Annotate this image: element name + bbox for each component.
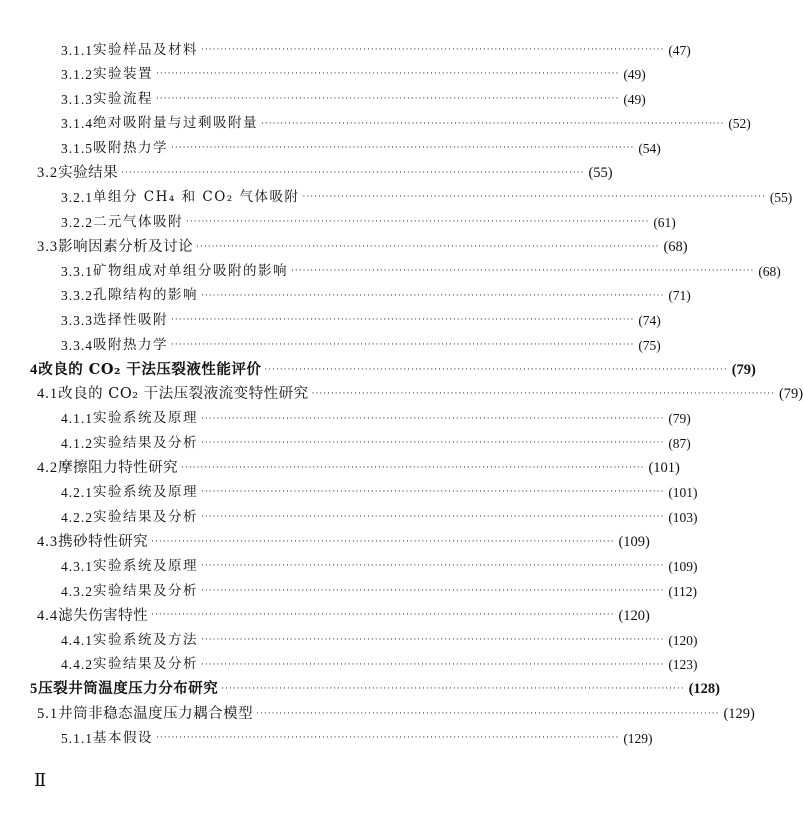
toc-entry[interactable] [0, 284, 691, 309]
dot-leader: ························································································································ [171, 143, 635, 154]
page-number: Ⅱ [34, 770, 47, 790]
dot-leader: ························································································································ [201, 635, 665, 646]
toc-entry-title: 二元气体吸附 [93, 213, 183, 230]
toc-entry-title: 影响因素分析及讨论 [58, 238, 194, 255]
toc-entry-number: 4.3.2 [61, 583, 93, 599]
dot-leader: ························································································································ [156, 69, 620, 80]
toc-entry-title: 携砂特性研究 [58, 533, 149, 550]
toc-entry-number: 4.3 [37, 533, 59, 550]
dot-leader: ························································································································ [201, 290, 665, 301]
toc-entry-number: 4 [30, 361, 39, 378]
toc-entry-number: 3.1.2 [61, 67, 93, 83]
toc-entry-title: 改良的 CO₂ 干法压裂液流变特性研究 [58, 386, 309, 403]
toc-entry-page: (109) [668, 559, 698, 575]
dot-leader: ························································································································ [302, 192, 766, 203]
toc-entry-page: (74) [638, 313, 661, 329]
toc-entry[interactable] [0, 161, 613, 186]
toc-entry-number: 4.2.1 [61, 485, 93, 501]
dot-leader: ························································································································ [201, 512, 665, 523]
toc-entry-number: 5.1 [37, 706, 59, 723]
toc-entry-page: (68) [663, 238, 688, 255]
toc-entry-title: 实验系统及方法 [93, 631, 198, 648]
toc-entry[interactable] [0, 235, 688, 260]
toc-entry-title: 绝对吸附量与过剩吸附量 [93, 115, 258, 132]
toc-entry-number: 4.4 [37, 607, 59, 624]
toc-entry-number: 3.1.3 [61, 91, 93, 107]
toc-entry-number: 3.1.5 [61, 140, 93, 156]
toc-entry-title: 单组分 CH₄ 和 CO₂ 气体吸附 [93, 189, 300, 206]
toc-entry-number: 3.3 [37, 238, 59, 255]
toc-entry-page: (79) [731, 361, 756, 378]
toc-entry-number: 4.4.2 [61, 657, 93, 673]
toc-entry-page: (75) [638, 337, 661, 353]
dot-leader: ························································································································ [201, 659, 665, 670]
toc-entry[interactable] [0, 628, 698, 653]
toc-entry-title: 压裂井筒温度压力分布研究 [38, 680, 219, 698]
toc-entry-title: 改良的 CO₂ 干法压裂液性能评价 [38, 360, 262, 378]
toc-entry-page: (49) [623, 91, 646, 107]
toc-entry[interactable] [0, 505, 698, 530]
toc-entry-page: (123) [668, 657, 698, 673]
toc-entry[interactable] [0, 38, 691, 63]
dot-leader: ························································································································ [151, 536, 615, 547]
toc-entry[interactable] [0, 702, 755, 727]
toc-entry-title: 实验系统及原理 [93, 484, 198, 501]
toc-entry-number: 3.3.4 [61, 337, 93, 353]
toc-entry[interactable] [0, 63, 646, 88]
toc-entry-title: 实验装置 [93, 66, 153, 83]
dot-leader: ························································································································ [196, 241, 660, 252]
toc-entry-number: 4.1.2 [61, 436, 93, 452]
dot-leader: ························································································································ [156, 733, 620, 744]
toc-entry[interactable] [0, 653, 698, 678]
dot-leader: ························································································································ [201, 44, 665, 55]
toc-entry-number: 5.1.1 [61, 731, 93, 747]
toc-entry-title: 实验结果及分析 [93, 508, 198, 525]
toc-entry-title: 选择性吸附 [93, 312, 168, 329]
dot-leader: ························································································································ [291, 266, 755, 277]
toc-entry-title: 实验结果 [58, 165, 119, 182]
dot-leader: ························································································································ [171, 339, 635, 350]
dot-leader: ························································································································ [201, 438, 665, 449]
toc-entry-title: 井筒非稳态温度压力耦合模型 [58, 706, 254, 723]
toc-entry-title: 实验结果及分析 [93, 656, 198, 673]
toc-entry[interactable] [0, 579, 698, 604]
dot-leader: ························································································································ [201, 585, 665, 596]
toc-entry[interactable] [0, 677, 720, 702]
toc-entry-title: 实验样品及材料 [93, 41, 198, 58]
toc-entry-page: (61) [653, 214, 676, 230]
dot-leader: ························································································································ [221, 684, 685, 695]
toc-entry-title: 滤失伤害特性 [58, 607, 149, 624]
toc-entry[interactable] [0, 407, 691, 432]
toc-entry-number: 3.2.2 [61, 214, 93, 230]
toc-entry-page: (109) [618, 533, 650, 550]
toc-entry[interactable] [0, 481, 698, 506]
toc-entry[interactable] [0, 432, 691, 457]
dot-leader: ························································································································ [256, 708, 720, 719]
toc-entry-title: 实验结果及分析 [93, 582, 198, 599]
toc-entry-number: 3.1.1 [61, 42, 93, 58]
toc-entry-page: (101) [648, 460, 680, 477]
dot-leader: ························································································································ [151, 610, 615, 621]
toc-entry[interactable] [0, 210, 676, 235]
toc-entry-title: 实验系统及原理 [93, 558, 198, 575]
toc-entry-title: 吸附热力学 [93, 336, 168, 353]
toc-entry[interactable] [0, 604, 650, 629]
toc-entry-number: 3.2 [37, 165, 59, 182]
toc-entry-title: 实验流程 [93, 90, 153, 107]
table-of-contents [0, 38, 803, 751]
toc-entry-number: 3.1.4 [61, 116, 93, 132]
toc-entry-page: (120) [668, 632, 698, 648]
dot-leader: ························································································································ [121, 167, 585, 178]
toc-entry-number: 4.1.1 [61, 411, 93, 427]
toc-entry-page: (103) [668, 509, 698, 525]
toc-entry-title: 矿物组成对单组分吸附的影响 [93, 262, 288, 279]
toc-entry-number: 4.2 [37, 460, 59, 477]
toc-entry[interactable] [0, 136, 661, 161]
toc-entry[interactable] [0, 530, 650, 555]
toc-entry-page: (54) [638, 140, 661, 156]
toc-entry[interactable] [0, 382, 803, 407]
toc-entry-page: (129) [623, 731, 653, 747]
toc-entry-title: 孔隙结构的影响 [93, 287, 198, 304]
dot-leader: ························································································································ [261, 118, 725, 129]
toc-entry-page: (55) [769, 190, 793, 206]
toc-entry[interactable] [0, 358, 756, 383]
toc-entry[interactable] [0, 727, 653, 752]
toc-entry-page: (49) [623, 67, 646, 83]
toc-entry[interactable] [0, 112, 751, 137]
toc-entry[interactable] [0, 554, 698, 579]
dot-leader: ························································································································ [171, 315, 635, 326]
toc-entry-page: (79) [778, 386, 803, 403]
toc-entry-page: (87) [668, 436, 691, 452]
dot-leader: ························································································································ [201, 413, 665, 424]
toc-entry-number: 3.2.1 [61, 190, 93, 206]
toc-entry-number: 4.4.1 [61, 632, 93, 648]
toc-entry[interactable] [0, 309, 661, 334]
toc-entry-number: 3.3.1 [61, 263, 93, 279]
dot-leader: ························································································································ [264, 364, 728, 375]
toc-entry-number: 4.3.1 [61, 559, 93, 575]
dot-leader: ························································································································ [186, 216, 650, 227]
toc-entry-page: (55) [588, 165, 613, 182]
toc-entry-title: 吸附热力学 [93, 139, 168, 156]
dot-leader: ························································································································ [156, 93, 620, 104]
toc-entry[interactable] [0, 87, 646, 112]
dot-leader: ························································································································ [311, 389, 775, 400]
toc-entry-page: (47) [668, 42, 691, 58]
toc-entry-page: (129) [723, 706, 755, 723]
toc-entry-number: 3.3.2 [61, 288, 93, 304]
dot-leader: ························································································································ [201, 487, 665, 498]
toc-entry-page: (112) [668, 583, 698, 599]
toc-entry-number: 3.3.3 [61, 313, 93, 329]
toc-entry[interactable] [0, 333, 661, 358]
dot-leader: ························································································································ [201, 561, 665, 572]
toc-entry-title: 实验结果及分析 [93, 435, 198, 452]
toc-entry-page: (52) [728, 116, 751, 132]
toc-entry-number: 4.2.2 [61, 509, 93, 525]
toc-entry-title: 摩擦阻力特性研究 [58, 460, 179, 477]
toc-entry-page: (128) [688, 681, 720, 698]
toc-entry-page: (68) [758, 263, 781, 279]
toc-entry-title: 基本假设 [93, 730, 153, 747]
toc-entry-title: 实验系统及原理 [93, 410, 198, 427]
toc-entry-page: (71) [668, 288, 691, 304]
toc-entry[interactable] [0, 259, 781, 284]
toc-entry-page: (120) [618, 607, 650, 624]
toc-entry-page: (101) [668, 485, 698, 501]
toc-entry[interactable] [0, 456, 680, 481]
toc-entry-number: 4.1 [37, 386, 59, 403]
dot-leader: ························································································································ [181, 462, 645, 473]
toc-entry-page: (79) [668, 411, 691, 427]
toc-entry-number: 5 [30, 681, 39, 698]
toc-entry[interactable] [0, 186, 793, 211]
